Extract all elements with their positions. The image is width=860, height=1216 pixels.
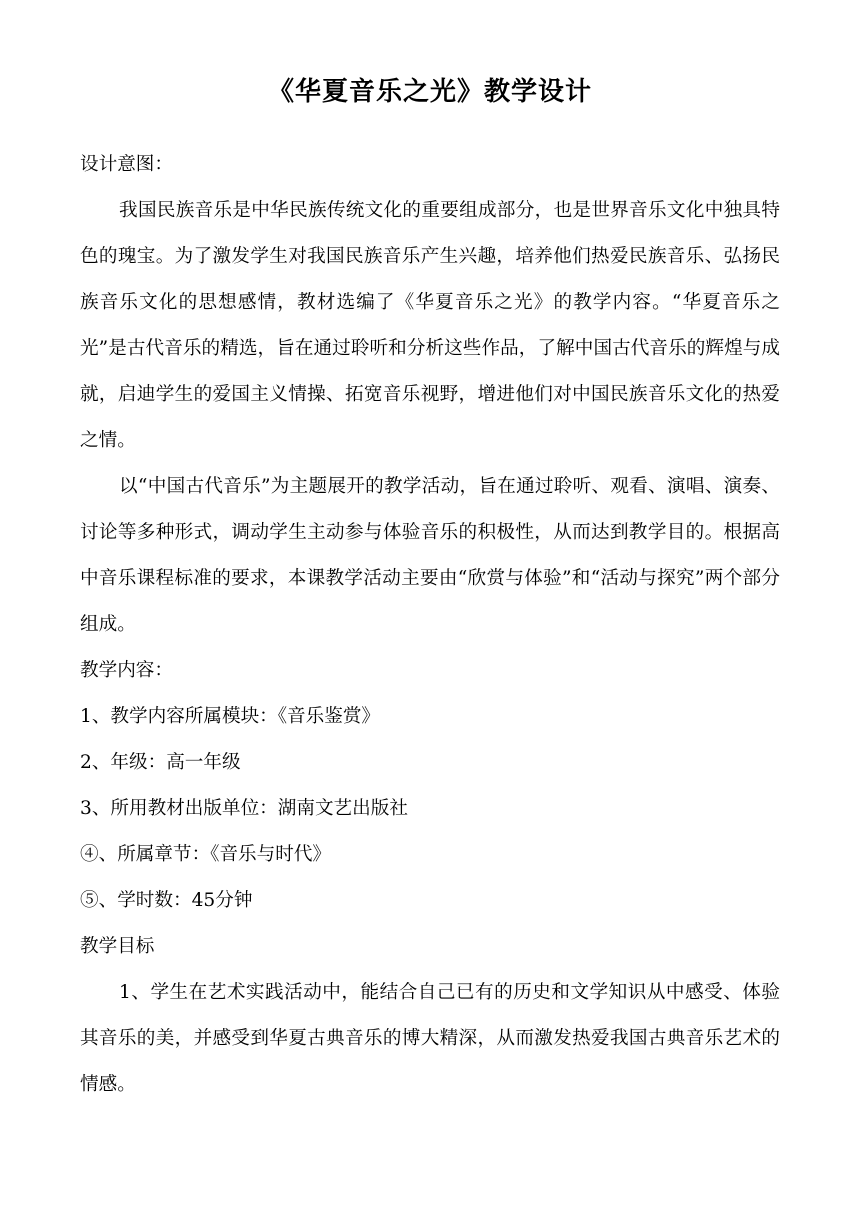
content-item-publisher: 3、所用教材出版单位：湖南文艺出版社 [80,798,408,819]
design-intent-paragraph-2: 以“中国古代音乐”为主题展开的教学活动，旨在通过聆听、观看、演唱、演奏、讨论等多种形式，调动学生主动参与体验音乐的积极性，从而达到教学目的。根据高中音乐课程标准的要求，本课教学活动主要由“欣赏与体验”和“活动与探究”两个部分组成。 [80,476,780,635]
document-body [80,142,780,1108]
content-item-hours: ⑤、学时数：45分钟 [80,890,253,911]
document-title: 《华夏音乐之光》教学设计 [267,77,592,107]
teaching-goal-paragraph-1: 1、学生在艺术实践活动中，能结合自己已有的历史和文学知识从中感受、体验其音乐的美，并感受到华夏古典音乐的博大精深，从而激发热爱我国古典音乐艺术的情感。 [80,982,780,1095]
content-item-chapter: ④、所属章节：《音乐与时代》 [80,844,332,865]
design-intent-paragraph-1: 我国民族音乐是中华民族传统文化的重要组成部分，也是世界音乐文化中独具特色的瑰宝。为了激发学生对我国民族音乐产生兴趣，培养他们热爱民族音乐、弘扬民族音乐文化的思想感情，教材选编了《华夏音乐之光》的教学内容。“华夏音乐之光”是古代音乐的精选，旨在通过聆听和分析这些作品，了解中国古代音乐的辉煌与成就，启迪学生的爱国主义情操、拓宽音乐视野，增进他们对中国民族音乐文化的热爱之情。 [80,200,780,451]
content-item-grade: 2、年级：高一年级 [80,752,241,773]
design-intent-heading: 设计意图： [80,154,173,175]
teaching-goals-heading: 教学目标 [80,936,155,957]
content-item-module: 1、教学内容所属模块：《音乐鉴赏》 [80,706,381,727]
teaching-content-heading: 教学内容： [80,660,173,681]
